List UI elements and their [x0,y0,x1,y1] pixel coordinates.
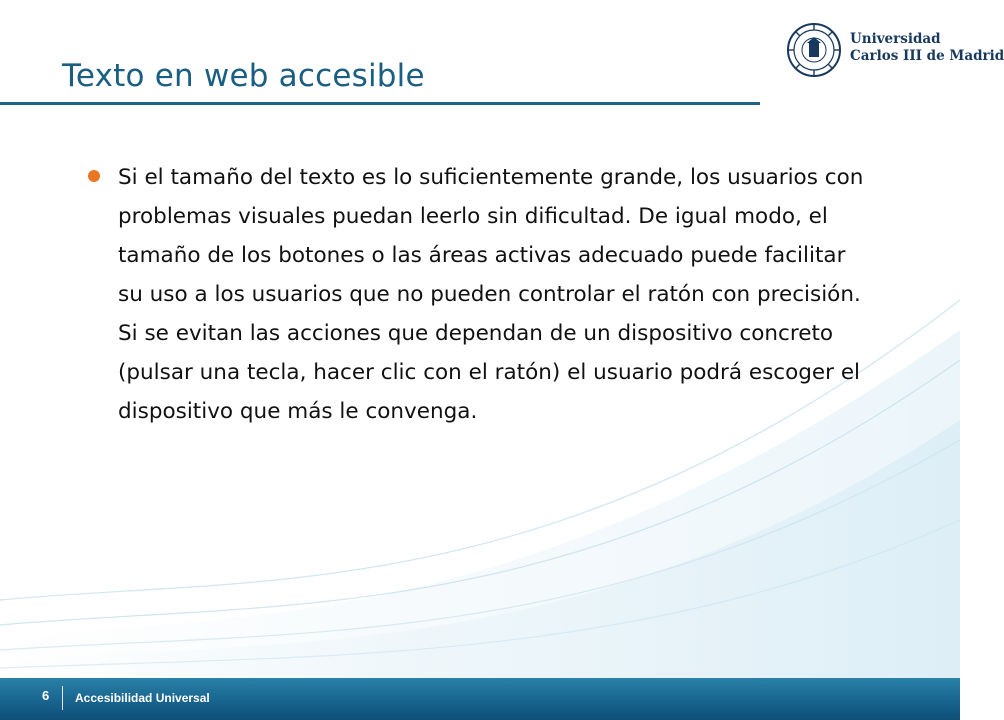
bullet-item: Si el tamaño del texto es lo suficientemente grande, los usuarios con problemas visuales puedan leerlo sin dificultad. De igual modo, el tamaño de los botones o las áreas activas adecuado puede facilitar su uso a los usuarios que no pueden controlar el ratón con precisión. Si se evitan las acciones que dependan de un dispositivo concreto (pulsar una tecla, hacer clic con el ratón) el usuario podrá escoger el dispositivo que más le convenga. [118,165,864,424]
footer-divider [62,686,63,710]
university-seal-icon [786,22,842,78]
footer-bar [0,678,960,720]
title-underline [0,102,760,105]
bullet-list [88,158,868,431]
slide-title: Texto en web accesible [62,58,425,94]
footer-label: Accesibilidad Universal [75,691,210,705]
university-logo [786,22,1004,78]
university-name [850,31,1004,65]
university-name-line1: Universidad [850,31,941,47]
bullet-dot-icon [88,170,100,182]
university-name-line2: Carlos III de Madrid [850,48,1004,64]
page-number: 6 [42,688,50,703]
